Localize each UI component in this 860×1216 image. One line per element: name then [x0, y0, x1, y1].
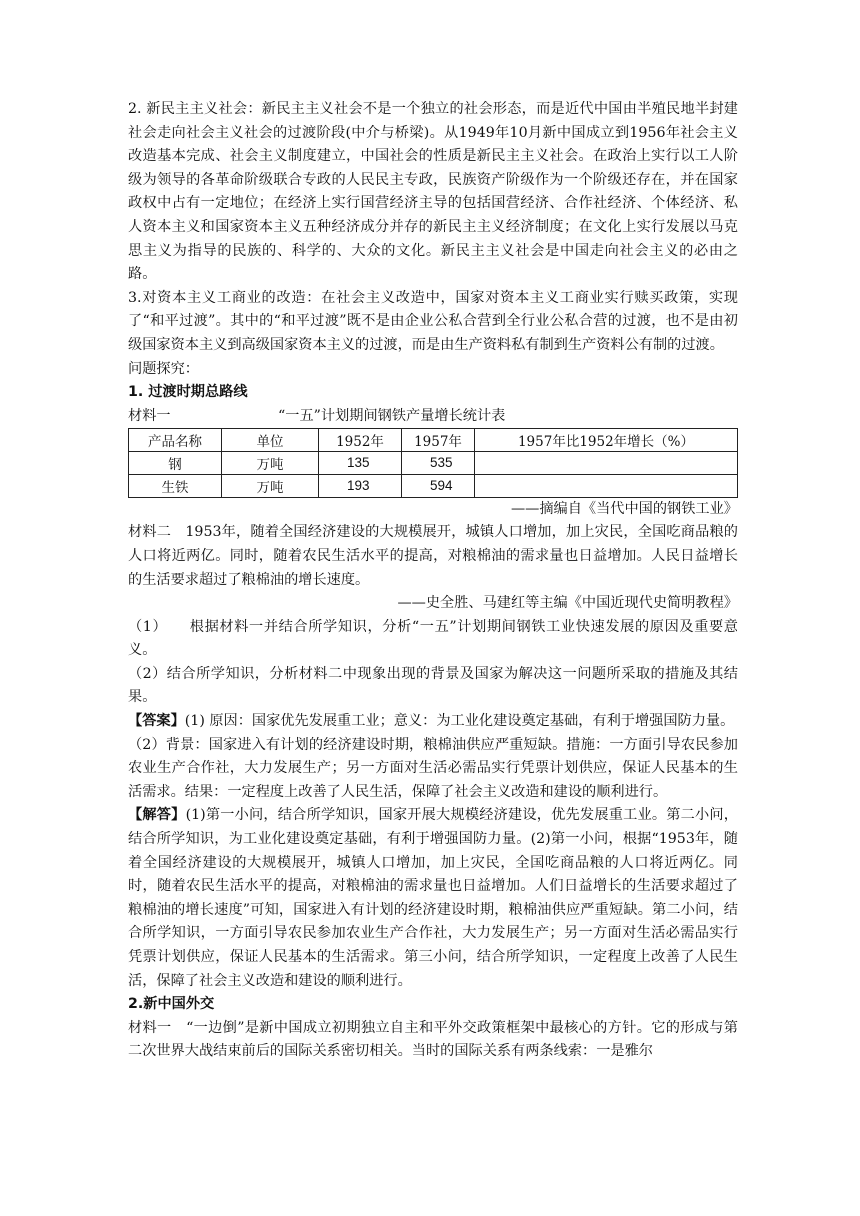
material1-label: 材料一 [128, 407, 171, 424]
table-header-cell: 单位 [222, 428, 319, 451]
section-heading-diplomacy: 2.新中国外交 [128, 996, 215, 1013]
answer-part1 [128, 710, 738, 734]
paragraph-inquiry-label: 问题探究： [128, 360, 199, 377]
table-cell: 535 [402, 451, 475, 474]
answer-part1-text: (1) 原因：国家优先发展重工业；意义：为工业化建设奠定基础，有利于增强国防力量。 [184, 713, 735, 730]
material2-text: 材料二 1953年，随着全国经济建设的大规模展开，城镇人口增加，加上灾民，全国吃商品粮的人口将近两亿。同时，随着农民生活水平的提高，对粮棉油的需求量也日益增加。人民日益增长的生活要求超过了粮棉油的增长速度。 [128, 524, 738, 588]
question-1: （1） 根据材料一并结合所学知识，分析“一五”计划期间钢铁工业快速发展的原因及重要意义。 [128, 618, 738, 659]
table-row [129, 451, 738, 474]
steel-output-table [128, 428, 738, 498]
table-cell: 万吨 [222, 474, 319, 497]
table-cell: 钢 [129, 451, 222, 474]
table-header-cell: 1957年 [402, 428, 475, 451]
material1-source: ——摘编自《当代中国的钢铁工业》 [510, 500, 738, 517]
table-header-cell: 1952年 [319, 428, 402, 451]
answer-tag: 【答案】 [128, 713, 185, 730]
table-cell [475, 474, 738, 497]
question-2: （2）结合所学知识，分析材料二中现象出现的背景及国家为解决这一问题所采取的措施及其结果。 [128, 665, 738, 706]
explanation [128, 804, 738, 993]
table-cell: 193 [319, 474, 402, 497]
table-cell: 594 [402, 474, 475, 497]
table-cell: 万吨 [222, 451, 319, 474]
document-page [128, 98, 738, 1064]
material3-text: 材料一 “一边倒”是新中国成立初期独立自主和平外交政策框架中最核心的方针。它的形成与第二次世界大战结束前后的国际关系密切相关。当时的国际关系有两条线索：一是雅尔 [128, 1019, 738, 1060]
explanation-tag: 【解答】 [128, 807, 186, 824]
table-header-row [129, 428, 738, 451]
material1-table-title: “一五”计划期间钢铁产量增长统计表 [278, 407, 506, 424]
table-header-cell: 1957年比1952年增长（%） [475, 428, 738, 451]
table-row [129, 474, 738, 497]
answer-part2: （2）背景：国家进入有计划的经济建设时期，粮棉油供应严重短缺。措施：一方面引导农民参加农业生产合作社，大力发展生产；另一方面对生活必需品实行凭票计划供应，保证人民基本的生活需求。结果：一定程度上改善了人民生活，保障了社会主义改造和建设的顺利进行。 [128, 736, 738, 800]
table-cell: 135 [319, 451, 402, 474]
material1-title-row [128, 405, 738, 428]
table-cell: 生铁 [129, 474, 222, 497]
paragraph-capitalist-reform: 3.对资本主义工商业的改造：在社会主义改造中，国家对资本主义工商业实行赎买政策，实现了“和平过渡”。其中的“和平过渡”既不是由企业公私合营到全行业公私合营的过渡，也不是由初级国家资本主义到高级国家资本主义的过渡，而是由生产资料私有制到生产资料公有制的过渡。 [128, 289, 738, 353]
explanation-text: (1)第一小问，结合所学知识，国家开展大规模经济建设，优先发展重工业。第二小问，结合所学知识，为工业化建设奠定基础，有利于增强国防力量。(2)第一小问，根据“1953年，随着全国经济建设的大规模展开，城镇人口增加，加上灾民，全国吃商品粮的人口将近两亿。同时，随着农民生活水平的提高，对粮棉油的需求量也日益增加。人们日益增长的生活要求超过了粮棉油的增长速度”可知，国家进入有计划的经济建设时期，粮棉油供应严重短缺。第二小问，结合所学知识，一方面引导农民参加农业生产合作社，大力发展生产；另一方面对生活必需品实行凭票计划供应，保证人民基本的生活需求。第三小问，结合所学知识，一定程度上改善了人民生活，保障了社会主义改造和建设的顺利进行。 [128, 807, 738, 989]
table-cell [475, 451, 738, 474]
table-header-cell: 产品名称 [129, 428, 222, 451]
material2-source: ——史全胜、马建红等主编《中国近现代史简明教程》 [397, 595, 738, 612]
section-heading-transition-line: 1. 过渡时期总路线 [128, 384, 248, 401]
paragraph-new-democratic-society: 2. 新民主主义社会：新民主主义社会不是一个独立的社会形态，而是近代中国由半殖民地半封建社会走向社会主义社会的过渡阶段(中介与桥梁)。从1949年10月新中国成立到1956年社会主义改造基本完成、社会主义制度建立，中国社会的性质是新民主主义社会。在政治上实行以工人阶级为领导的各革命阶级联合专政的人民民主专政，民族资产阶级作为一个阶级还存在，并在国家政权中占有一定地位；在经济上实行国营经济主导的包括国营经济、合作社经济、个体经济、私人资本主义和国家资本主义五种经济成分并存的新民主主义经济制度；在文化上实行发展以马克思主义为指导的民族的、科学的、大众的文化。新民主主义社会是中国走向社会主义的必由之路。 [128, 101, 738, 283]
